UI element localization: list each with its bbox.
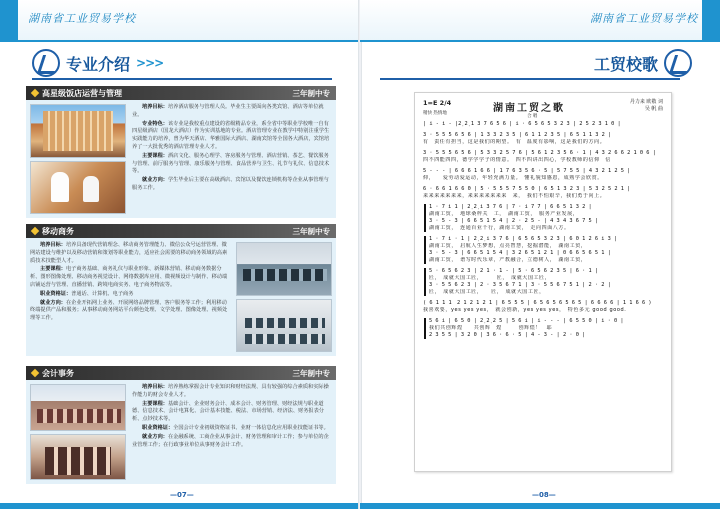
song-credits (630, 99, 663, 113)
section-bar (26, 86, 336, 100)
paragraph: 主要课程：酒店文化、服务心理学、客房服务与管理、酒店营销、茶艺、餐饮服务与管理、前厅服务与管理、康乐服务与管理、食品营养与卫生、礼节与礼仪、信息技术等。 (132, 152, 330, 175)
paragraph: 就业方向：在金融系统、工商企业从事会计、财务管理和审计工作；参与单位的企业管理工作；在行政事业单位从事财务会计工作。 (132, 433, 329, 448)
section-duration: 三年制中专 (292, 88, 330, 98)
paragraph: 主要课程：基础会计、企业财务会计、成本会计、财务管理、财经法规与职业道德、信息技术、会计电算化、会计基本技能、税法、市场营销、经济法、财务报表分析、点钞技术等。 (132, 400, 324, 423)
section-title-text: 高星级饭店运营与管理 (42, 88, 122, 98)
page-title: 专业介绍 (66, 54, 131, 74)
page-number: —07— (170, 491, 194, 499)
page-number: —08— (532, 491, 556, 499)
check-circle-icon (32, 49, 60, 77)
lyric-line: 仰， 爱劳动爱运动，年轻充满力量。 懂礼貌知感恩，成熟学会欣赏。 (423, 175, 603, 181)
section-text (30, 242, 236, 352)
heading-rule (380, 78, 680, 80)
notation-line: 3 · 5 - 3 | 6 6 5 1 5 4 | 3 2 6 5 1 2 1 | 0 6 6 5 6 5 1 | (429, 250, 611, 256)
section-title (32, 88, 122, 99)
diamond-icon (31, 89, 39, 97)
section-bar (26, 224, 336, 238)
photo-column (236, 242, 332, 352)
lyric-line: 湖南工贸， 地球桑梓关 工， 湖南工贸， 服务产业发展， (429, 211, 579, 217)
notation-line: | i - i - |2̣ 2̣ 1 3 7 6 5 6 | i · 6 5 6 5 3 2 3 | 2 5 2 3 1 0 | (423, 121, 621, 127)
song-sheet (414, 92, 672, 472)
section-text (126, 104, 332, 214)
computer-classroom-photo (236, 299, 332, 353)
lyric-line: 我喜欢要，yes yes yes， 就会创新，yes yes yes， 特色多元 good good. (423, 307, 627, 313)
diamond-icon (31, 369, 39, 377)
lyric-line: 来来来来来来来，来来来来来来来 来， 我们不怕艰辛，我们勇于向上。 (423, 193, 606, 199)
catering-training-photo (30, 161, 126, 215)
lyric-line: 我们共创辉煌 共创辉 煌 创辉煌！ 耶 (429, 325, 553, 331)
section-hotel-management (26, 86, 336, 218)
notation-line: 1 · 7 i 1 | 2̣ 2̣ i 3 7 6 | 7 · i 7 7 | 6 6 5 1 3 2 | (429, 204, 592, 210)
lyric-line: 匠， 成就大国工匠， 匠， 成就大国工匠， (429, 289, 545, 295)
school-name: 湖南省工业贸易学校 (28, 12, 136, 25)
ending-block (424, 318, 663, 339)
composer-credit: 吴 帆 曲 (644, 106, 663, 112)
page-title: 工贸校歌 (593, 54, 658, 74)
photo-column (30, 384, 126, 480)
section-bar (26, 366, 336, 380)
lyricist-credit: 丹力来 欧敬 词 (629, 99, 663, 105)
song-key: 1=E 2/4 (423, 99, 452, 107)
header-band (360, 0, 720, 42)
section-mobile-commerce (26, 224, 336, 356)
corner-tab (702, 0, 720, 40)
chevrons-right-icon: >>> (136, 56, 164, 70)
accounting-practice-photo (30, 434, 126, 481)
bottom-band (0, 503, 360, 509)
photo-column (30, 104, 126, 214)
section-title-text: 会计事务 (42, 368, 74, 378)
notation-line: 3 · 5 5 6 2 3 | 2 · 3 5 6 7 1 | 3 · 5 5 6 7 5 1 | 2 · 2 | (429, 282, 611, 288)
accounting-class-photo (30, 384, 126, 431)
paragraph: 职业资格证：普通话、计算机、电子商务 (40, 290, 134, 297)
diamond-icon (31, 227, 39, 235)
lyric-line: 有 责任有担当，这是我们的期望。 有 温度有影响，这是我们的方向。 (423, 139, 606, 145)
lyric-line: 湖南工贸， 启航人生梦想，点亮智慧，挖掘潜能， 湖南工贸， (429, 243, 587, 249)
lyric-line: 湖南工贸， 谱写时代乐章，产教融合，立德树人， 湖南工贸， (429, 257, 587, 263)
notation-line: 1 · 7 i · 1 | 2̣ 2̣ i 3 7 6 | 6 5 6 5 3 2 3 | 6 0 1 2 6 i 3 | (429, 236, 618, 242)
school-name: 湖南省工业贸易学校 (590, 12, 698, 25)
chorus-block (424, 236, 663, 264)
notation-line: ( 6 1 1 1 2 1 2 1 2 1 | 6 5 5 5 | 6 5 6 5 6 5 6 5 | 6 6 6 6 | 1 1 6 6 ) (423, 300, 652, 306)
notation-line: 2 3 5 5 | 3 2 0 | 3 6 · 6 · 5 | 4 - 3 - | 2 · 0 | (429, 332, 586, 338)
notation-line: 6 · 6 6 1 6 6 0 | 5 · 5 5 5 7 5 5 0 | 6 5 1 3 2 3 | 5 3 2 5 2 1 | (423, 186, 631, 192)
section-title (32, 226, 74, 237)
notation-line: 5 · 6 5 6 2 3 | 2 1 · 1 - | 5 · 6 5 6 2 3 5 | 6 · 1 | (429, 268, 599, 274)
paragraph: 培养目标：培养熟练掌握会计专业知识和财经法规、具有较强的综合素质和实际操作能力的财会专业人才。 (132, 384, 329, 398)
heading-rule (32, 78, 332, 80)
section-body (26, 380, 336, 484)
corner-tab (0, 0, 18, 40)
section-title (32, 368, 74, 379)
song-title: 湖南工贸之歌 (493, 103, 565, 114)
page-heading (588, 48, 692, 78)
notation-line: 5 - - - | 6 6 6 1 6 6 | 1 7 6 3 5 6 · 5 | 5 7 5 5 | 4 3 2 1 2 5 | (423, 168, 631, 174)
section-duration: 三年制中专 (292, 368, 330, 378)
chorus-block (424, 204, 663, 232)
computer-lab-photo (236, 242, 332, 296)
page-heading (32, 48, 163, 78)
right-page (360, 0, 720, 509)
header-band (0, 0, 360, 42)
lyric-line: 匠， 成就大国工匠， 匠， 成就大国工匠， (429, 275, 551, 281)
notation-line: 3 · 5 - 3 | 6 6 5 1 5 4 | 2 · 2 5 - | 4 3 4 3 6 7 5 | (429, 218, 599, 224)
song-tempo: 稍快 热情地 (423, 111, 447, 116)
hotel-building-photo (30, 104, 126, 158)
song-subtitle: 合 唱 (527, 114, 538, 119)
check-circle-icon (664, 49, 692, 77)
paragraph: 专业特色：该专业是我校重点建设的省级精品专业，系全省中等职业学校唯一自有四星级酒店（国龙大酒店）作为实训基地的专业。酒店管理专业在教学中特别注重学生实践能力的培养，曾为华天酒店、华雅国际大酒店、湖南宾馆等全国各大酒店，宾馆培养了一大批优秀的酒店管理专业人才。 (132, 120, 330, 150)
lyric-line: 湖南工贸， 连通百业千行，湖南工贸， 走向四面八方。 (429, 225, 570, 231)
chorus-block (424, 268, 663, 296)
paragraph: 培养目标：培养具备现代营销理念、移动商务管理能力、微信公众号运营管理、微网站建设与维护以及移动营销和策划等职业能力，适应社会需要的移动商务领域的高素质技术技能型人才。 (30, 242, 228, 264)
paragraph: 就业方向：学生毕业后主要在高级酒店、宾馆以及餐饮连锁机构等企业从事管理与服务工作。 (132, 177, 329, 191)
paragraph: 职业资格证：全国会计专业初级资格证书、业财一体信息化应用职业技能证书等。 (142, 424, 329, 431)
section-duration: 三年制中专 (292, 226, 330, 236)
paragraph: 就业方向：在企业开拓网上业务、开展网络品牌管理、客户服务等工作；利用移动终端提供产品和服务；从事移动商务网站平台颜色处理、文学处理、图像处理、视频处理等工作。 (30, 299, 228, 322)
section-text (126, 384, 332, 480)
section-body (26, 238, 336, 356)
paragraph: 主要课程：电子商务基础、商务礼仪与职业形象、新媒体营销、移动商务数据分析、图形图像处理、移动商务视觉设计、网络数据库应用、微视频设计与制作、移动端店铺运营与管理、直播营销、跨境电商实务、电子商务物流等。 (30, 266, 228, 288)
section-body (26, 100, 336, 218)
section-title-text: 移动商务 (42, 226, 74, 236)
notation-line: 3 · 5 5 5 6 5 6 | 5 3 3 2 5 7 6 | 5 6 1 2 3 5 6 · 1 | 4 3 2 6 6 2 1 0 6 | (423, 150, 656, 156)
paragraph: 培养目标：培养酒店服务与管理人员。毕业生主要面向各类宾馆、酒店等单位就业。 (132, 104, 324, 118)
notation-line: 3 · 5 5 5 6 5 6 | 1 3 3 2 3 5 | 6 1 1 2 3 5 | 6 5 1 1 3 2 | (423, 132, 612, 138)
notation-line: 5 6 i | 6 5 0 | 2̣ 2̣ 2 5 | 5 6 i | i - - - | 6 5 5 0 | i · 0 | (429, 318, 624, 324)
lyric-line: 四不四能四四，德学学学子的情意。 四不四讲出四心，学校教师的信仰 信 (423, 157, 611, 163)
section-accounting (26, 366, 336, 484)
song-header (423, 99, 663, 121)
bottom-band (360, 503, 720, 509)
